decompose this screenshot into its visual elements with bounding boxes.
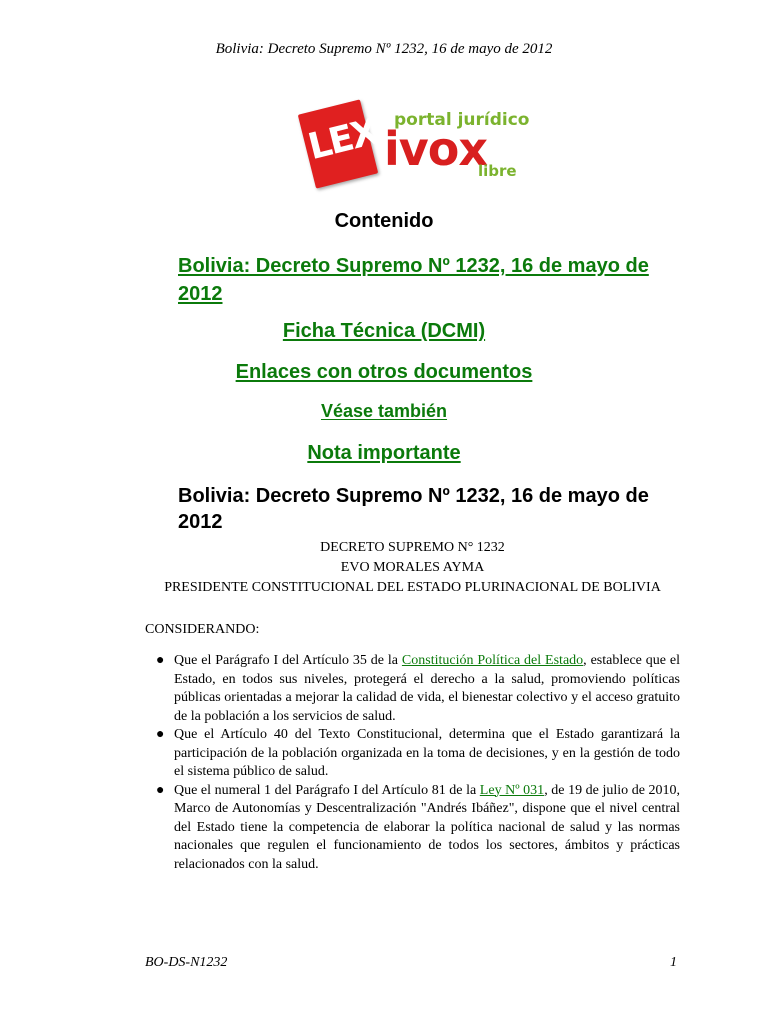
- bullet-text: Que el Parágrafo I del Artículo 35 de la: [174, 653, 402, 668]
- toc-item-vease[interactable]: [0, 401, 768, 422]
- footer-page-number: 1: [670, 955, 677, 970]
- bullet-text: , establece que el Estado, en todos sus niveles, protegerá el derecho a la salud, promoviendo políticas públicas orientadas a mejorar la calidad de vida, el bienestar colectivo y el acceso gratuito de la población a los servicios de salud.: [174, 653, 680, 724]
- bullet-icon: ●: [156, 782, 165, 798]
- list-item: [150, 726, 680, 782]
- toc-item-enlaces[interactable]: [0, 361, 768, 384]
- logo-libre-text: libre: [478, 162, 517, 180]
- toc-item-ficha[interactable]: [0, 320, 768, 343]
- toc-title: Contenido: [334, 210, 434, 232]
- document-heading: Bolivia: Decreto Supremo Nº 1232, 16 de mayo de 2012: [178, 485, 649, 533]
- page-header-title: Bolivia: Decreto Supremo Nº 1232, 16 de mayo de 2012: [215, 41, 553, 57]
- decree-header-block: [150, 538, 675, 598]
- bullet-icon: ●: [156, 653, 165, 668]
- toc-link-enlaces[interactable]: Enlaces con otros documentos: [235, 361, 533, 383]
- logo-lex-text: LEX: [304, 111, 382, 169]
- bullet-text: Que el numeral 1 del Parágrafo I del Artículo 81 de la: [174, 782, 480, 798]
- considerando-label: CONSIDERANDO:: [145, 622, 260, 637]
- toc-item-nota[interactable]: [0, 442, 768, 465]
- toc-link-decree[interactable]: Bolivia: Decreto Supremo Nº 1232, 16 de mayo de 2012: [178, 255, 649, 305]
- considerando-list: [150, 652, 680, 874]
- toc-link-ficha-tecnica[interactable]: Ficha Técnica (DCMI): [282, 320, 486, 342]
- list-item: [150, 782, 680, 875]
- link-constitucion[interactable]: Constitución Política del Estado: [401, 653, 584, 668]
- logo-portal-text: portal jurídico: [394, 110, 530, 130]
- decree-number: DECRETO SUPREMO N° 1232: [320, 540, 505, 555]
- president-name: EVO MORALES AYMA: [340, 560, 485, 575]
- link-ley-031[interactable]: Ley Nº 031: [479, 782, 545, 798]
- lexivox-logo: [300, 100, 530, 192]
- toc-link-vease-tambien[interactable]: Véase también: [320, 401, 448, 421]
- toc-link-nota-importante[interactable]: Nota importante: [307, 442, 461, 464]
- bullet-text: , de 19 de julio de 2010, Marco de Autonomías y Descentralización "Andrés Ibáñez", dispone que el nivel central del Estado tiene la competencia de elaborar la política nacional de salud y las normas nacionales que regulen el funcionamiento de todos los sectores, ámbitos y prácticas relacionados con la salud.: [174, 782, 681, 872]
- bullet-text: Que el Artículo 40 del Texto Constitucional, determina que el Estado garantizará la participación de la población organizada en la toma de decisiones, y en la gestión de todo el sistema público de salud.: [174, 727, 680, 779]
- bullet-icon: ●: [156, 727, 165, 742]
- logo-vox-text: ivox: [384, 122, 488, 176]
- footer-document-code: BO-DS-N1232: [145, 955, 228, 970]
- president-title: PRESIDENTE CONSTITUCIONAL DEL ESTADO PLURINACIONAL DE BOLIVIA: [164, 580, 661, 595]
- toc-item-decree[interactable]: [178, 253, 678, 309]
- list-item: [150, 652, 680, 726]
